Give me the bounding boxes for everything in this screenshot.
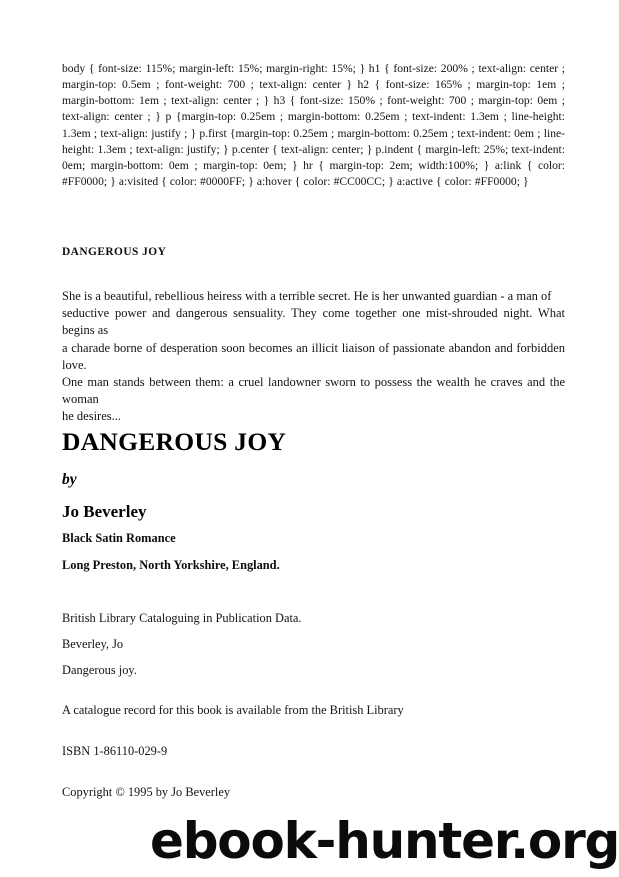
imprint-name: Black Satin Romance: [62, 531, 176, 545]
cataloguing-title-entry: Dangerous joy.: [62, 663, 137, 677]
blurb-line: seductive power and dangerous sensuality. They come together one mist-shrouded night. What begins as: [62, 306, 565, 338]
book-author: Jo Beverley: [62, 502, 147, 521]
imprint-location: Long Preston, North Yorkshire, England.: [62, 558, 280, 572]
blurb-line: One man stands between them: a cruel landowner sworn to possess the wealth he craves and the woman: [62, 375, 565, 407]
leaked-css-source-text: body { font-size: 115%; margin-left: 15%; margin-right: 15%; } h1 { font-size: 200% ; text-align: center ; margin-top: 0.5em ; font-weight: 700 ; text-align: center } h2 { font-size: 165% ; margin-top: 1em ; margin-bottom: 1em ; text-align: center ; } h3 { font-size: 150% ; font-weight: 700 ; margin-top: 0em ; text-align: center ; } p {margin-top: 0.25em ; margin-bottom: 0.25em ; text-indent: 1.3em ; line-height: 1.3em ; text-align: justify ; } p.first {margin-top: 0.25em ; margin-bottom: 0.25em ; text-indent: 0em ; line-height: 1.3em ; text-align: justify; } p.center { text-align: center; } p.indent { margin-left: 25%; text-indent: 0em; margin-bottom: 0em ; margin-top: 0em; } hr { margin-top: 2em; width:100%; } a:link { color: #FF0000; } a:visited { color: #0000FF; } a:hover { color: #CC00CC; } a:active { color: #FF0000; }: [62, 62, 565, 189]
by-label: by: [62, 471, 77, 488]
blurb-line: a charade borne of desperation soon becomes an illicit liaison of passionate abandon and forbidden love.: [62, 340, 565, 372]
blurb-line: he desires...: [62, 409, 122, 424]
isbn-line: ISBN 1-86110-029-9: [62, 744, 168, 758]
blurb-line: She is a beautiful, rebellious heiress with a terrible secret. He is her unwanted guardian - a man of: [62, 289, 552, 303]
book-title: DANGEROUS JOY: [62, 427, 287, 456]
cataloguing-heading: British Library Cataloguing in Publication Data.: [62, 611, 302, 625]
blurb-paragraph: [62, 288, 565, 426]
site-watermark: ebook-hunter.org: [150, 812, 619, 870]
catalogue-record-note: A catalogue record for this book is available from the British Library: [62, 703, 404, 717]
blurb-heading: DANGEROUS JOY: [62, 246, 167, 258]
copyright-line: Copyright © 1995 by Jo Beverley: [62, 785, 231, 799]
cataloguing-author-entry: Beverley, Jo: [62, 637, 124, 651]
